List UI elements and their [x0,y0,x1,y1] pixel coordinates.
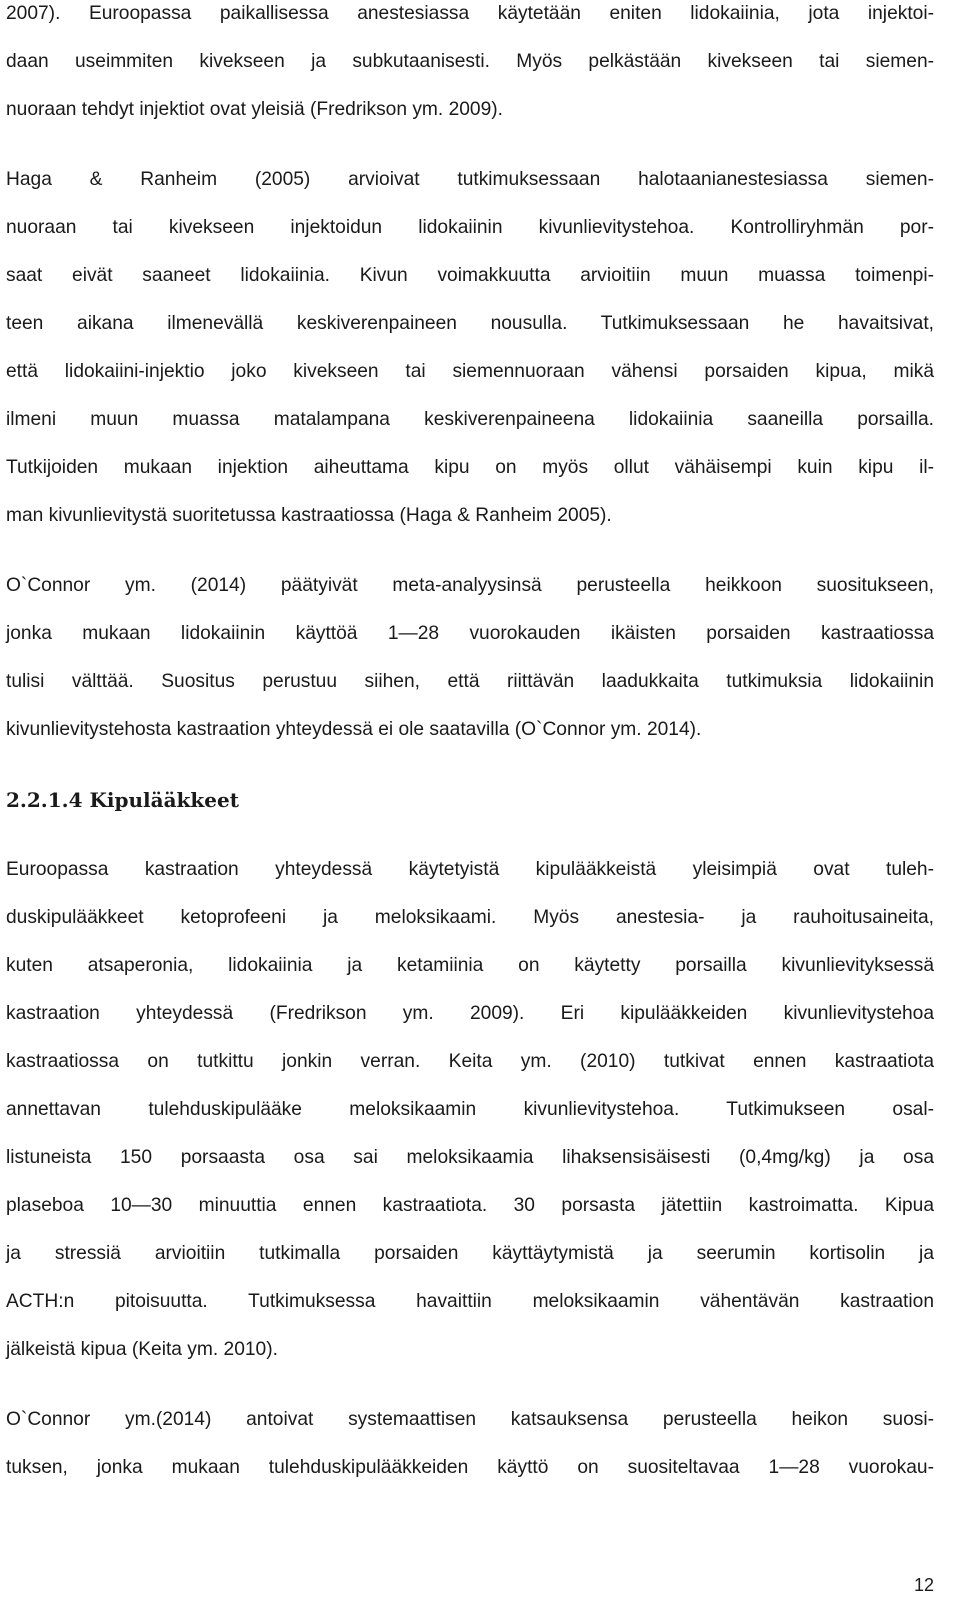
paragraph-4-line: plaseboa 10—30 minuuttia ennen kastraatiota. 30 porsasta jätettiin kastroimatta. Kipua [6,1195,934,1216]
paragraph-3-line: O`Connor ym. (2014) päätyivät meta-analyysinsä perusteella heikkoon suositukseen, [6,575,934,596]
paragraph-2-line: ilmeni muun muassa matalampana keskiverenpaineena lidokaiinia saaneilla porsailla. [6,409,934,430]
paragraph-2-line: saat eivät saaneet lidokaiinia. Kivun voimakkuutta arvioitiin muun muassa toimenpi- [6,265,934,286]
paragraph-4-line: kastraation yhteydessä (Fredrikson ym. 2009). Eri kipulääkkeiden kivunlievitystehoa [6,1003,934,1024]
paragraph-4-line: listuneista 150 porsaasta osa sai meloksikaamia lihaksensisäisesti (0,4mg/kg) ja osa [6,1147,934,1168]
paragraph-4-line: ja stressiä arvioitiin tutkimalla porsaiden käyttäytymistä ja seerumin kortisolin ja [6,1243,934,1264]
paragraph-5-line: tuksen, jonka mukaan tulehduskipulääkkeiden käyttö on suositeltavaa 1—28 vuorokau- [6,1457,934,1478]
paragraph-4-line: jälkeistä kipua (Keita ym. 2010). [6,1339,278,1360]
paragraph-4-line: Euroopassa kastraation yhteydessä käytetyistä kipulääkkeistä yleisimpiä ovat tuleh- [6,859,934,880]
paragraph-3-line: kivunlievitystehosta kastraation yhteydessä ei ole saatavilla (O`Connor ym. 2014). [6,719,702,740]
paragraph-3-line: jonka mukaan lidokaiinin käyttöä 1—28 vuorokauden ikäisten porsaiden kastraatiossa [6,623,934,644]
section-heading: 2.2.1.4 Kipulääkkeet [6,788,239,812]
paragraph-2-line: nuoraan tai kivekseen injektoidun lidokaiinin kivunlievitystehoa. Kontrolliryhmän por- [6,217,934,238]
paragraph-2-line: Tutkijoiden mukaan injektion aiheuttama kipu on myös ollut vähäisempi kuin kipu il- [6,457,934,478]
paragraph-3-line: tulisi välttää. Suositus perustuu siihen, että riittävän laadukkaita tutkimuksia lidokaiinin [6,671,934,692]
paragraph-5-line: O`Connor ym.(2014) antoivat systemaattisen katsauksensa perusteella heikon suosi- [6,1409,934,1430]
paragraph-1-line: nuoraan tehdyt injektiot ovat yleisiä (Fredrikson ym. 2009). [6,99,503,120]
paragraph-4-line: kuten atsaperonia, lidokaiinia ja ketamiinia on käytetty porsailla kivunlievityksessä [6,955,934,976]
paragraph-4-line: kastraatiossa on tutkittu jonkin verran. Keita ym. (2010) tutkivat ennen kastraatiota [6,1051,934,1072]
paragraph-4-line: duskipulääkkeet ketoprofeeni ja meloksikaami. Myös anestesia- ja rauhoitusaineita, [6,907,934,928]
paragraph-2-line: man kivunlievitystä suoritetussa kastraatiossa (Haga & Ranheim 2005). [6,505,612,526]
paragraph-2-line: teen aikana ilmenevällä keskiverenpaineen nousulla. Tutkimuksessaan he havaitsivat, [6,313,934,334]
paragraph-4-line: ACTH:n pitoisuutta. Tutkimuksessa havaittiin meloksikaamin vähentävän kastraation [6,1291,934,1312]
paragraph-1-line: 2007). Euroopassa paikallisessa anestesiassa käytetään eniten lidokaiinia, jota injektoi- [6,3,934,24]
paragraph-4-line: annettavan tulehduskipulääke meloksikaamin kivunlievitystehoa. Tutkimukseen osal- [6,1099,934,1120]
page-number: 12 [913,1575,934,1595]
paragraph-1-line: daan useimmiten kivekseen ja subkutaanisesti. Myös pelkästään kivekseen tai siemen- [6,51,934,72]
paragraph-2-line: Haga & Ranheim (2005) arvioivat tutkimuksessaan halotaanianestesiassa siemen- [6,169,934,190]
paragraph-2-line: että lidokaiini-injektio joko kivekseen tai siemennuoraan vähensi porsaiden kipua, mikä [6,361,934,382]
